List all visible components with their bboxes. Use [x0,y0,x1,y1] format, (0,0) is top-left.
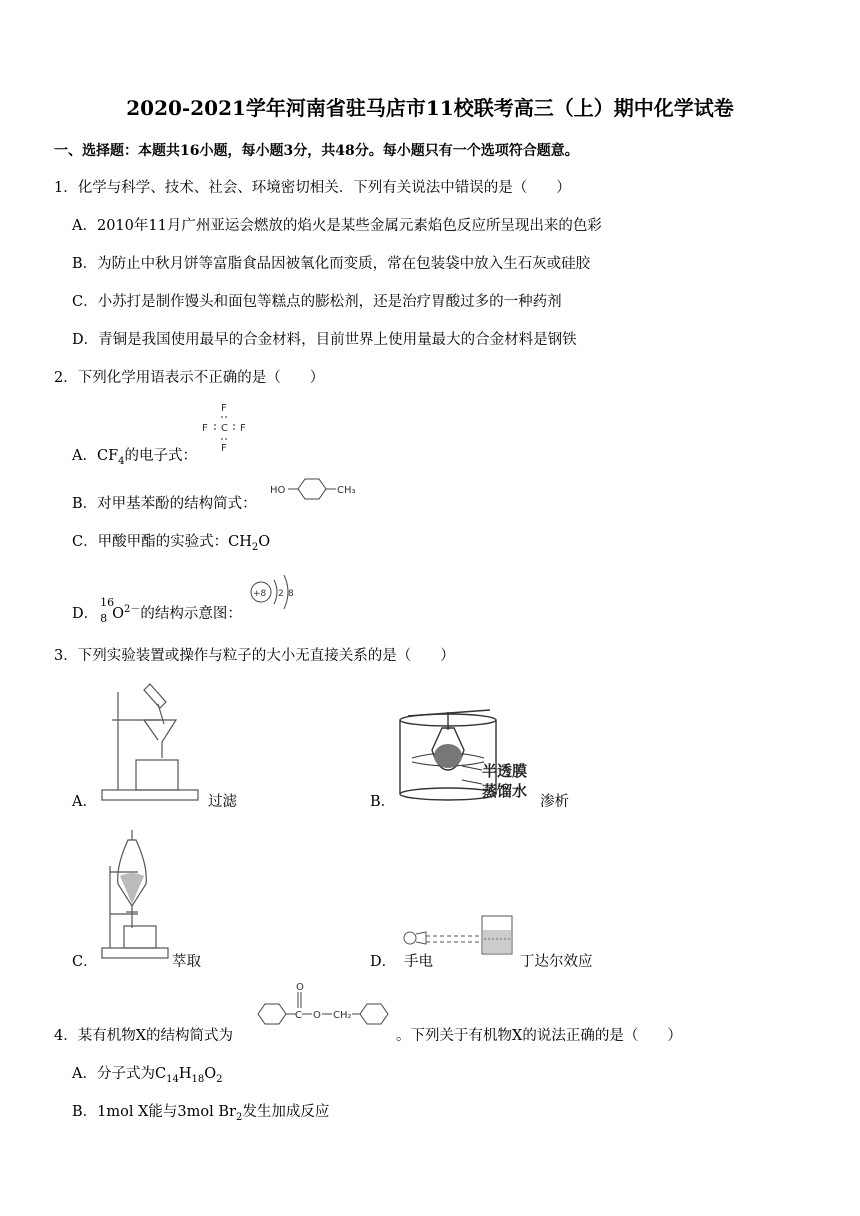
option-a-subscript: 4 [118,455,125,467]
dialysis-apparatus-figure [398,708,546,808]
benzene-ring-icon [298,479,326,499]
nucleus-charge: +8 [253,589,267,599]
question-4-option-b [72,1100,329,1123]
oxide-ion-structure-figure [244,572,304,616]
option-c-suffix: O [258,534,271,550]
cf4-top-f: F [221,403,227,414]
question-4-stem-prefix: 4．某有机物X的结构简式为 [54,1028,234,1044]
cf4-center-c: C [221,423,228,434]
cf4-bottom-f: F [221,443,227,454]
carbonyl-oxygen: O [296,982,304,993]
methyl-label: CH₃ [337,485,356,496]
question-2-option-d [72,595,242,630]
question-1-option-b: B．为防止中秋月饼等富脂食品因被氧化而变质，常在包装袋中放入生石灰或硅胶 [72,256,591,272]
option-d-label: D． [72,605,99,622]
atomic-number: 8 [100,611,108,625]
dialysis-caption: 渗析 [540,794,569,810]
oxygen-count: 2 [216,1073,223,1085]
cyclohexene-ring-right-icon [360,1004,388,1024]
question-4-stem-suffix: 。下列关于有机物X的说法正确的是（ ） [396,1028,682,1044]
hydroxyl-label: HO [270,485,286,496]
page-title: 2020-2021学年河南省驻马店市11校联考高三（上）期中化学试卷 [126,96,734,120]
element-symbol: O [112,605,125,622]
oxygen-symbol: O [204,1066,217,1082]
bromine-subscript: 2 [235,1111,243,1123]
shell-1-count: 2 [278,589,284,599]
filtration-apparatus-figure [98,680,210,806]
torch-label: 手电 [404,954,433,970]
question-3-option-b-label: B． [370,794,396,810]
shell-2-count: 8 [288,589,294,599]
option-a-suffix: 的电子式： [124,448,198,464]
question-1-option-c: C．小苏打是制作馒头和面包等糕点的膨松剂，还是治疗胃酸过多的一种药剂 [72,294,562,310]
option-a-text: A．CF [72,448,119,464]
organic-compound-x-structure-figure [254,978,394,1042]
question-3-option-d-label: D． [370,954,397,970]
tyndall-caption: 丁达尔效应 [520,954,593,970]
question-2-option-b: B．对甲基苯酚的结构简式： [72,496,257,512]
ester-oxygen: O [313,1010,321,1021]
filtration-caption: 过滤 [208,794,237,810]
question-2-option-a [72,444,197,467]
question-1-option-a: A．2010年11月广州亚运会燃放的焰火是某些金属元素焰色反应所呈现出来的色彩 [72,218,602,234]
question-1-option-d: D．青铜是我国使用最早的合金材料，目前世界上使用量最大的合金材料是钢铁 [72,332,577,348]
p-cresol-structure-figure [270,476,370,502]
cf4-left-f: F [202,423,208,434]
option-a-text: A．分子式为C [72,1066,167,1082]
question-4-option-a [72,1062,222,1085]
separatory-liquid-icon [120,873,144,904]
section-heading: 一、选择题：本题共16小题，每小题3分，共48分。每小题只有一个选项符合题意。 [54,143,579,159]
question-1-stem: 1．化学与科学、技术、社会、环境密切相关．下列有关说法中错误的是（ ） [54,180,571,196]
question-2-stem: 2．下列化学用语表示不正确的是（ ） [54,370,325,386]
hydrogen-symbol: H [178,1066,192,1082]
option-c-text: C．甲酸甲酯的实验式：CH [72,534,252,550]
cf4-electron-formula-figure [196,400,256,456]
mass-number: 16 [100,595,115,609]
methylene-label: CH₂ [333,1010,352,1021]
question-3-option-c-label: C． [72,954,98,970]
option-c-subscript: 2 [251,541,259,553]
carbon-count: 14 [166,1073,179,1085]
question-3-stem: 3．下列实验装置或操作与粒子的大小无直接关系的是（ ） [54,648,455,664]
semipermeable-membrane-label: 半透膜 [482,762,528,780]
option-d-suffix: 的结构示意图： [140,605,242,622]
question-3-option-a-label: A． [72,794,97,810]
svg-text:C: C [295,1010,302,1021]
extraction-apparatus-figure [98,826,178,966]
distilled-water-label: 蒸馏水 [482,782,528,800]
colloid-bag-icon [434,744,462,768]
hydrogen-count: 18 [191,1073,205,1085]
colloid-liquid-icon [483,930,511,953]
option-b-suffix: 发生加成反应 [242,1104,330,1120]
question-2-option-c [72,530,270,553]
cyclohexene-ring-left-icon [258,1004,286,1024]
ion-charge: 2－ [124,604,141,615]
option-b-text: B．1mol X能与3mol Br [72,1104,236,1120]
extraction-caption: 萃取 [172,954,201,970]
cf4-right-f: F [240,423,246,434]
